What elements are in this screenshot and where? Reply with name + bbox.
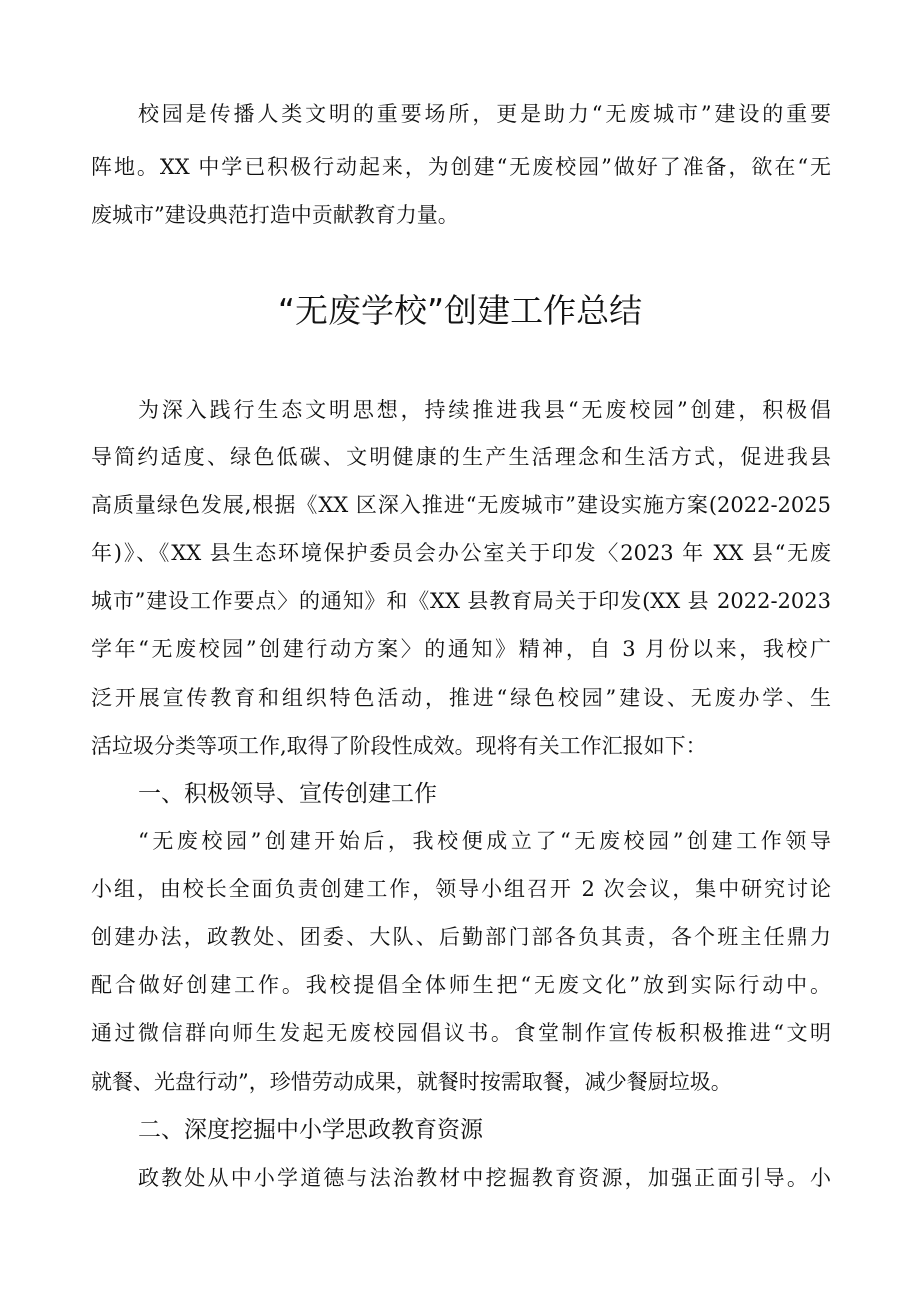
section-1-line-3: 创建办法，政教处、团委、大队、后勤部门部各负其责，各个班主任鼎力 (91, 925, 831, 949)
section-1-line-6: 就餐、光盘行动”，珍惜劳动成果，就餐时按需取餐，减少餐厨垃圾。 (91, 1070, 732, 1094)
intro-line-1: 校园是传播人类文明的重要场所，更是助力“无废城市”建设的重要 (138, 102, 831, 126)
body-line-3: 高质量绿色发展,根据《XX 区深入推进“无废城市”建设实施方案(2022-2025 (91, 493, 831, 517)
body-line-8: 活垃圾分类等项工作,取得了阶段性成效。现将有关工作汇报如下： (91, 734, 707, 758)
page-title: “无废学校”创建工作总结 (277, 291, 643, 330)
intro-line-2: 阵地。XX 中学已积极行动起来，为创建“无废校园”做好了准备，欲在“无 (91, 155, 831, 179)
body-line-4: 年)》、《XX 县生态环境保护委员会办公室关于印发〈2023 年 XX 县“无废 (91, 541, 831, 565)
body-line-1: 为深入践行生态文明思想，持续推进我县“无废校园”创建，积极倡 (138, 398, 831, 422)
section-1-line-2: 小组，由校长全面负责创建工作，领导小组召开 2 次会议，集中研究讨论 (91, 877, 831, 901)
section-2-heading: 二、深度挖掘中小学思政教育资源 (138, 1117, 483, 1143)
section-2-line-1: 政教处从中小学道德与法治教材中挖掘教育资源，加强正面引导。小 (138, 1166, 831, 1190)
body-line-7: 泛开展宣传教育和组织特色活动，推进“绿色校园”建设、无废办学、生 (91, 686, 831, 710)
body-line-6: 学年“无废校园”创建行动方案〉的通知》精神，自 3 月份以来，我校广 (91, 637, 831, 661)
body-line-2: 导简约适度、绿色低碳、文明健康的生产生活理念和生活方式，促进我县 (91, 445, 831, 469)
body-line-5: 城市”建设工作要点〉的通知》和《XX 县教育局关于印发(XX 县 2022-2023 (91, 589, 831, 613)
section-1-line-4: 配合做好创建工作。我校提倡全体师生把“无废文化”放到实际行动中。 (91, 973, 831, 997)
section-1-line-1: “无废校园”创建开始后，我校便成立了“无废校园”创建工作领导 (138, 829, 831, 853)
section-1-line-5: 通过微信群向师生发起无废校园倡议书。食堂制作宣传板积极推进“文明 (91, 1021, 831, 1045)
intro-line-3: 废城市”建设典范打造中贡献教育力量。 (91, 203, 459, 227)
section-1-heading: 一、积极领导、宣传创建工作 (138, 781, 437, 807)
